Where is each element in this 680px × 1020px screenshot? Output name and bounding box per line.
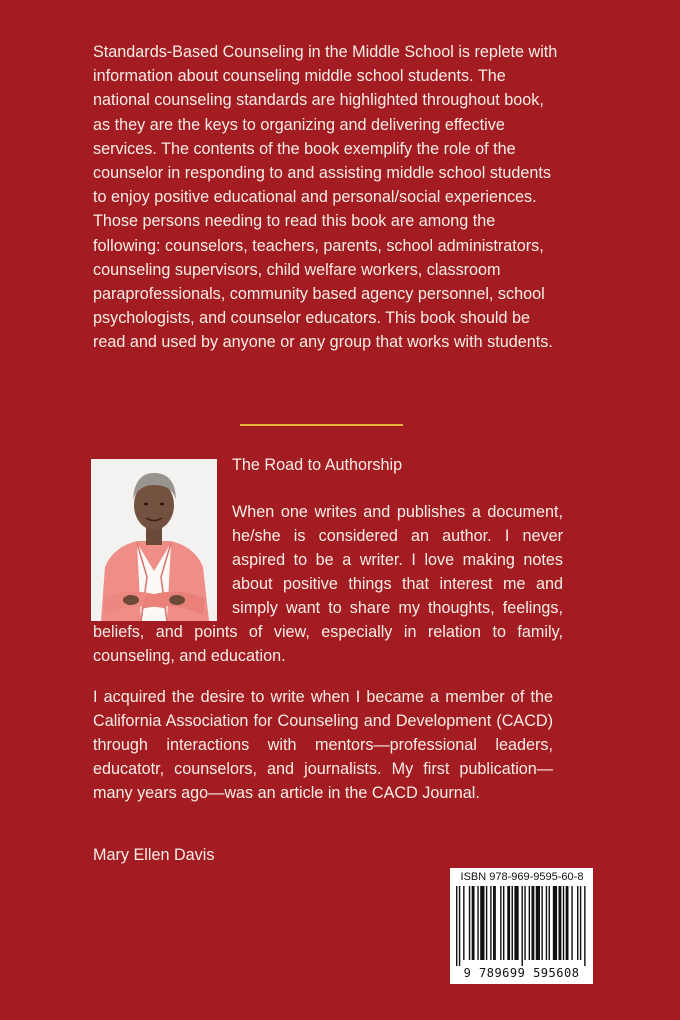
author-paragraph-1-text: When one writes and publishes a document, he/she is considered an author. I never aspired to be a writer. I love making notes about positive things that interest me and simply want to share my thoughts, feelings, beliefs, and points of view, especially in relation to family, counseling, and education.	[93, 503, 563, 665]
barcode-bar	[522, 886, 523, 966]
barcode-bar	[580, 886, 581, 960]
gold-divider	[240, 424, 403, 426]
author-paragraph-1	[93, 500, 563, 668]
barcode-bar	[531, 886, 534, 960]
barcode-bar	[456, 886, 457, 966]
barcode-bar	[571, 886, 572, 960]
isbn-label: ISBN 978-969-9595-60-8	[460, 871, 584, 883]
barcode-bar	[469, 886, 470, 960]
barcode-bar	[563, 886, 564, 960]
barcode-bar	[500, 886, 501, 960]
barcode-bar	[459, 886, 460, 966]
barcode-bar	[584, 886, 585, 966]
barcode-bar	[566, 886, 569, 960]
barcode-icon	[456, 886, 587, 966]
book-blurb: Standards-Based Counseling in the Middle School is replete with information about counseling middle school students. The national counseling standards are highlighted throughout book, as they are the keys to organizing and delivering effective services. The contents of the book exemplify the role of the counselor in responding to and assisting middle school students to enjoy positive educational and personal/social experiences. Those persons needing to read this book are among the following: counselors, teachers, parents, school administrators, counseling supervisors, child welfare workers, classroom paraprofessionals, community based agency personnel, school psychologists, and counselor educators. This book should be read and used by anyone or any group that works with students.	[93, 43, 558, 352]
barcode-bar	[536, 886, 540, 960]
barcode-bar	[503, 886, 504, 960]
barcode-bar	[490, 886, 491, 960]
barcode-bar	[524, 886, 525, 960]
barcode-bar	[486, 886, 487, 960]
barcode-bar	[512, 886, 513, 960]
barcode-bar	[541, 886, 542, 960]
barcode-bar	[577, 886, 578, 960]
barcode-bar	[549, 886, 550, 960]
author-signature: Mary Ellen Davis	[93, 846, 215, 864]
barcode-bar	[546, 886, 547, 960]
barcode-bar	[463, 886, 464, 960]
barcode-box	[450, 868, 593, 984]
barcode-bar	[507, 886, 510, 960]
photo-float-spacer	[93, 500, 232, 618]
barcode-bar	[477, 886, 478, 960]
section-heading: The Road to Authorship	[232, 456, 403, 474]
barcode-bar	[493, 886, 496, 960]
barcode-bar	[514, 886, 518, 960]
author-paragraph-2: I acquired the desire to write when I became a member of the California Association for Counseling and Development (CACD) through interactions with mentors—professional leaders, educatotr, counselors, and journalists. My first publication—many years ago—was an article in the CACD Journal.	[93, 688, 553, 802]
barcode-bar	[472, 886, 475, 960]
barcode-bar	[559, 886, 562, 960]
ean-number: 9 789699 595608	[463, 966, 580, 980]
barcode-bar	[480, 886, 484, 960]
barcode-bar	[529, 886, 530, 960]
barcode-bar	[553, 886, 557, 960]
